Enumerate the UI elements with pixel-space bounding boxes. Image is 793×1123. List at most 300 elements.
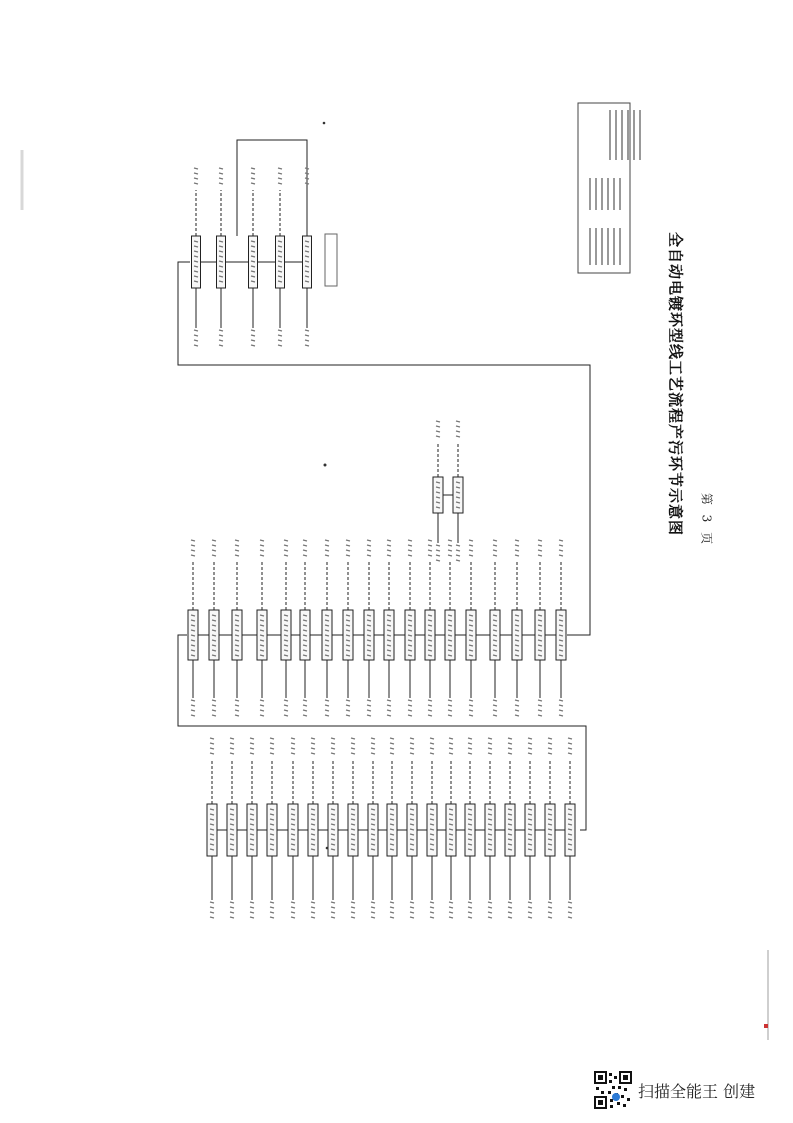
illegible-label-mark [448, 620, 452, 621]
illegible-label-mark [230, 814, 234, 815]
illegible-label-mark [194, 256, 198, 257]
illegible-label-mark [331, 844, 335, 845]
illegible-label-mark [515, 640, 519, 641]
process-stage [227, 738, 237, 918]
illegible-label-mark [194, 345, 198, 346]
illegible-label-mark [346, 700, 350, 701]
illegible-label-mark [548, 819, 552, 820]
illegible-label-mark [430, 819, 434, 820]
illegible-label-mark [493, 655, 497, 656]
illegible-label-mark [448, 700, 452, 701]
illegible-label-mark [528, 907, 532, 908]
flow-loop-line [178, 262, 590, 635]
illegible-label-mark [387, 645, 391, 646]
illegible-label-mark [448, 715, 452, 716]
illegible-label-mark [408, 540, 412, 541]
illegible-label-mark [194, 281, 198, 282]
illegible-label-mark [351, 824, 355, 825]
illegible-label-mark [346, 705, 350, 706]
illegible-label-mark [456, 482, 460, 483]
process-stage [188, 540, 198, 716]
illegible-label-mark [436, 431, 440, 432]
illegible-label-mark [260, 640, 264, 641]
illegible-label-mark [194, 276, 198, 277]
illegible-label-mark [430, 917, 434, 918]
illegible-label-mark [219, 241, 223, 242]
illegible-label-mark [410, 912, 414, 913]
illegible-label-mark [528, 849, 532, 850]
process-stage [217, 168, 226, 346]
illegible-label-mark [284, 645, 288, 646]
illegible-label-mark [284, 550, 288, 551]
illegible-label-mark [493, 650, 497, 651]
illegible-label-mark [538, 550, 542, 551]
illegible-label-mark [191, 705, 195, 706]
illegible-label-mark [210, 844, 214, 845]
illegible-label-mark [251, 266, 255, 267]
scan-dot [324, 464, 327, 467]
illegible-label-mark [325, 645, 329, 646]
illegible-label-mark [278, 330, 282, 331]
illegible-label-mark [371, 907, 375, 908]
illegible-label-mark [346, 650, 350, 651]
illegible-label-mark [469, 545, 473, 546]
illegible-label-mark [230, 849, 234, 850]
illegible-label-mark [468, 844, 472, 845]
illegible-label-mark [436, 492, 440, 493]
illegible-label-mark [559, 625, 563, 626]
illegible-label-mark [528, 753, 532, 754]
illegible-label-mark [469, 615, 473, 616]
illegible-label-mark [528, 902, 532, 903]
illegible-label-mark [212, 625, 216, 626]
illegible-label-mark [235, 650, 239, 651]
illegible-label-mark [250, 814, 254, 815]
illegible-label-mark [493, 630, 497, 631]
illegible-label-mark [291, 809, 295, 810]
illegible-label-mark [371, 748, 375, 749]
illegible-label-mark [367, 545, 371, 546]
illegible-label-mark [210, 839, 214, 840]
illegible-label-mark [371, 753, 375, 754]
illegible-label-mark [219, 330, 223, 331]
illegible-label-mark [367, 555, 371, 556]
illegible-label-mark [430, 902, 434, 903]
illegible-label-mark [325, 540, 329, 541]
illegible-label-mark [291, 743, 295, 744]
illegible-label-mark [250, 753, 254, 754]
illegible-label-mark [449, 738, 453, 739]
illegible-label-mark [390, 814, 394, 815]
illegible-label-mark [250, 844, 254, 845]
illegible-label-mark [210, 824, 214, 825]
illegible-label-mark [367, 715, 371, 716]
illegible-label-mark [568, 819, 572, 820]
illegible-label-mark [371, 809, 375, 810]
illegible-label-mark [278, 246, 282, 247]
illegible-label-mark [559, 615, 563, 616]
illegible-label-mark [331, 748, 335, 749]
illegible-label-mark [191, 645, 195, 646]
illegible-label-mark [430, 829, 434, 830]
illegible-label-mark [270, 839, 274, 840]
illegible-label-mark [278, 271, 282, 272]
illegible-label-mark [515, 635, 519, 636]
illegible-label-mark [390, 809, 394, 810]
process-stage [209, 540, 219, 716]
illegible-label-mark [387, 540, 391, 541]
illegible-label-mark [528, 824, 532, 825]
illegible-label-mark [456, 487, 460, 488]
illegible-label-mark [468, 912, 472, 913]
illegible-label-mark [331, 902, 335, 903]
process-stage [453, 421, 463, 561]
illegible-label-mark [219, 261, 223, 262]
illegible-label-mark [325, 615, 329, 616]
illegible-label-mark [548, 738, 552, 739]
illegible-label-mark [346, 645, 350, 646]
illegible-label-mark [212, 700, 216, 701]
illegible-label-mark [538, 635, 542, 636]
illegible-label-mark [210, 814, 214, 815]
illegible-label-mark [210, 738, 214, 739]
illegible-label-mark [191, 710, 195, 711]
illegible-label-mark [270, 814, 274, 815]
illegible-label-mark [449, 849, 453, 850]
illegible-label-mark [456, 560, 460, 561]
illegible-label-mark [528, 743, 532, 744]
illegible-label-mark [219, 183, 223, 184]
illegible-label-mark [568, 748, 572, 749]
illegible-label-mark [371, 912, 375, 913]
illegible-label-mark [515, 540, 519, 541]
illegible-label-mark [538, 705, 542, 706]
illegible-label-mark [428, 615, 432, 616]
illegible-label-mark [346, 540, 350, 541]
illegible-label-mark [284, 625, 288, 626]
illegible-label-mark [448, 710, 452, 711]
illegible-label-mark [559, 555, 563, 556]
illegible-label-mark [408, 545, 412, 546]
illegible-label-mark [371, 844, 375, 845]
illegible-label-mark [408, 655, 412, 656]
illegible-label-mark [488, 809, 492, 810]
illegible-label-mark [508, 849, 512, 850]
illegible-label-mark [538, 620, 542, 621]
illegible-label-mark [469, 710, 473, 711]
illegible-label-mark [194, 183, 198, 184]
illegible-label-mark [408, 715, 412, 716]
illegible-label-mark [235, 635, 239, 636]
illegible-label-mark [305, 251, 309, 252]
illegible-label-mark [528, 748, 532, 749]
illegible-label-mark [449, 912, 453, 913]
illegible-label-mark [251, 335, 255, 336]
illegible-label-mark [303, 650, 307, 651]
illegible-label-mark [568, 743, 572, 744]
illegible-label-mark [408, 710, 412, 711]
illegible-label-mark [325, 710, 329, 711]
illegible-label-mark [408, 550, 412, 551]
process-stage [545, 738, 555, 918]
illegible-label-mark [559, 645, 563, 646]
illegible-label-mark [351, 809, 355, 810]
illegible-label-mark [448, 545, 452, 546]
illegible-label-mark [194, 266, 198, 267]
illegible-label-mark [230, 902, 234, 903]
illegible-label-mark [390, 834, 394, 835]
illegible-label-mark [568, 917, 572, 918]
illegible-label-mark [456, 555, 460, 556]
illegible-label-mark [410, 917, 414, 918]
illegible-label-mark [284, 540, 288, 541]
illegible-label-mark [278, 173, 282, 174]
illegible-label-mark [250, 902, 254, 903]
illegible-label-mark [194, 251, 198, 252]
illegible-label-mark [559, 620, 563, 621]
illegible-label-mark [291, 738, 295, 739]
illegible-label-mark [291, 814, 295, 815]
illegible-label-mark [278, 261, 282, 262]
illegible-label-mark [305, 271, 309, 272]
illegible-label-mark [387, 655, 391, 656]
illegible-label-mark [303, 550, 307, 551]
illegible-label-mark [493, 615, 497, 616]
illegible-label-mark [548, 829, 552, 830]
process-stage [535, 540, 545, 716]
illegible-label-mark [230, 824, 234, 825]
illegible-label-mark [251, 246, 255, 247]
illegible-label-mark [284, 700, 288, 701]
illegible-label-mark [390, 748, 394, 749]
illegible-label-mark [390, 912, 394, 913]
illegible-label-mark [469, 715, 473, 716]
process-stage [466, 540, 476, 716]
illegible-label-mark [528, 834, 532, 835]
illegible-label-mark [515, 625, 519, 626]
illegible-label-mark [515, 655, 519, 656]
illegible-label-mark [430, 738, 434, 739]
illegible-label-mark [230, 912, 234, 913]
illegible-label-mark [456, 545, 460, 546]
illegible-label-mark [250, 743, 254, 744]
illegible-label-mark [371, 834, 375, 835]
illegible-label-mark [270, 907, 274, 908]
illegible-label-mark [469, 655, 473, 656]
illegible-label-mark [436, 487, 440, 488]
illegible-label-mark [493, 715, 497, 716]
illegible-label-mark [488, 917, 492, 918]
process-stage [387, 738, 397, 918]
illegible-label-mark [351, 912, 355, 913]
illegible-label-mark [250, 912, 254, 913]
process-stage [288, 738, 298, 918]
illegible-label-mark [194, 261, 198, 262]
illegible-label-mark [331, 907, 335, 908]
illegible-label-mark [311, 809, 315, 810]
illegible-label-mark [559, 635, 563, 636]
illegible-label-mark [351, 849, 355, 850]
illegible-label-mark [468, 824, 472, 825]
illegible-label-mark [260, 650, 264, 651]
illegible-label-mark [260, 700, 264, 701]
illegible-label-mark [191, 620, 195, 621]
illegible-label-mark [468, 902, 472, 903]
illegible-label-mark [390, 839, 394, 840]
illegible-label-mark [260, 635, 264, 636]
illegible-label-mark [493, 625, 497, 626]
watermark-text: 扫描全能王 创建 [638, 1081, 756, 1101]
illegible-label-mark [194, 241, 198, 242]
illegible-label-mark [410, 834, 414, 835]
illegible-label-mark [448, 635, 452, 636]
illegible-label-mark [367, 625, 371, 626]
illegible-label-mark [436, 560, 440, 561]
illegible-label-mark [548, 834, 552, 835]
illegible-label-mark [430, 912, 434, 913]
illegible-label-mark [251, 256, 255, 257]
illegible-label-mark [469, 550, 473, 551]
illegible-label-mark [367, 700, 371, 701]
illegible-label-mark [331, 824, 335, 825]
illegible-label-mark [351, 753, 355, 754]
process-stage [364, 540, 374, 716]
process-stage [343, 540, 353, 716]
illegible-label-mark [408, 640, 412, 641]
illegible-label-mark [448, 645, 452, 646]
illegible-label-mark [191, 700, 195, 701]
illegible-label-mark [469, 640, 473, 641]
illegible-label-mark [325, 650, 329, 651]
illegible-label-mark [367, 650, 371, 651]
illegible-label-mark [488, 834, 492, 835]
illegible-label-mark [291, 834, 295, 835]
illegible-label-mark [387, 710, 391, 711]
illegible-label-mark [230, 834, 234, 835]
illegible-label-mark [449, 824, 453, 825]
illegible-label-mark [270, 834, 274, 835]
illegible-label-mark [410, 743, 414, 744]
process-stage [505, 738, 515, 918]
illegible-label-mark [325, 655, 329, 656]
illegible-label-mark [284, 655, 288, 656]
illegible-label-mark [284, 705, 288, 706]
illegible-label-mark [212, 555, 216, 556]
illegible-label-mark [346, 555, 350, 556]
illegible-label-mark [346, 545, 350, 546]
illegible-label-mark [430, 834, 434, 835]
process-stage [267, 738, 277, 918]
illegible-label-mark [191, 655, 195, 656]
illegible-label-mark [191, 550, 195, 551]
illegible-label-mark [515, 710, 519, 711]
illegible-label-mark [270, 824, 274, 825]
illegible-label-mark [291, 849, 295, 850]
illegible-label-mark [305, 281, 309, 282]
illegible-label-mark [351, 814, 355, 815]
illegible-label-mark [235, 655, 239, 656]
illegible-label-mark [191, 615, 195, 616]
illegible-label-mark [448, 650, 452, 651]
illegible-label-mark [270, 743, 274, 744]
illegible-label-mark [235, 640, 239, 641]
illegible-label-mark [469, 555, 473, 556]
illegible-label-mark [469, 705, 473, 706]
illegible-label-mark [325, 705, 329, 706]
illegible-label-mark [311, 748, 315, 749]
illegible-label-mark [235, 715, 239, 716]
illegible-label-mark [469, 620, 473, 621]
illegible-label-mark [493, 555, 497, 556]
process-stage [192, 168, 201, 346]
illegible-label-mark [303, 715, 307, 716]
illegible-label-mark [488, 814, 492, 815]
illegible-label-mark [331, 809, 335, 810]
illegible-label-mark [430, 743, 434, 744]
illegible-label-mark [219, 256, 223, 257]
illegible-label-mark [250, 849, 254, 850]
illegible-label-mark [284, 615, 288, 616]
illegible-label-mark [449, 839, 453, 840]
illegible-label-mark [488, 829, 492, 830]
illegible-label-mark [548, 743, 552, 744]
illegible-label-mark [303, 540, 307, 541]
illegible-label-mark [436, 436, 440, 437]
illegible-label-mark [436, 507, 440, 508]
illegible-label-mark [367, 615, 371, 616]
illegible-label-mark [278, 168, 282, 169]
illegible-label-mark [191, 635, 195, 636]
illegible-label-mark [371, 917, 375, 918]
illegible-label-mark [448, 705, 452, 706]
illegible-label-mark [387, 550, 391, 551]
illegible-label-mark [449, 743, 453, 744]
illegible-label-mark [260, 630, 264, 631]
illegible-label-mark [212, 550, 216, 551]
illegible-label-mark [311, 738, 315, 739]
qr-code-icon [594, 1071, 632, 1109]
process-stage [257, 540, 267, 716]
illegible-label-mark [251, 276, 255, 277]
illegible-label-mark [387, 700, 391, 701]
illegible-label-mark [469, 540, 473, 541]
illegible-label-mark [291, 907, 295, 908]
illegible-label-mark [410, 839, 414, 840]
illegible-label-mark [508, 907, 512, 908]
illegible-label-mark [468, 907, 472, 908]
illegible-label-mark [191, 555, 195, 556]
illegible-label-mark [325, 630, 329, 631]
illegible-label-mark [303, 710, 307, 711]
illegible-label-mark [515, 620, 519, 621]
illegible-label-mark [331, 743, 335, 744]
illegible-label-mark [469, 630, 473, 631]
illegible-label-mark [278, 251, 282, 252]
illegible-label-mark [235, 705, 239, 706]
illegible-label-mark [468, 738, 472, 739]
illegible-label-mark [568, 753, 572, 754]
illegible-label-mark [210, 819, 214, 820]
illegible-label-mark [284, 650, 288, 651]
illegible-label-mark [456, 497, 460, 498]
illegible-label-mark [212, 640, 216, 641]
illegible-label-mark [291, 844, 295, 845]
illegible-label-mark [488, 753, 492, 754]
illegible-label-mark [468, 753, 472, 754]
illegible-label-mark [250, 824, 254, 825]
illegible-label-mark [428, 555, 432, 556]
illegible-label-mark [270, 748, 274, 749]
